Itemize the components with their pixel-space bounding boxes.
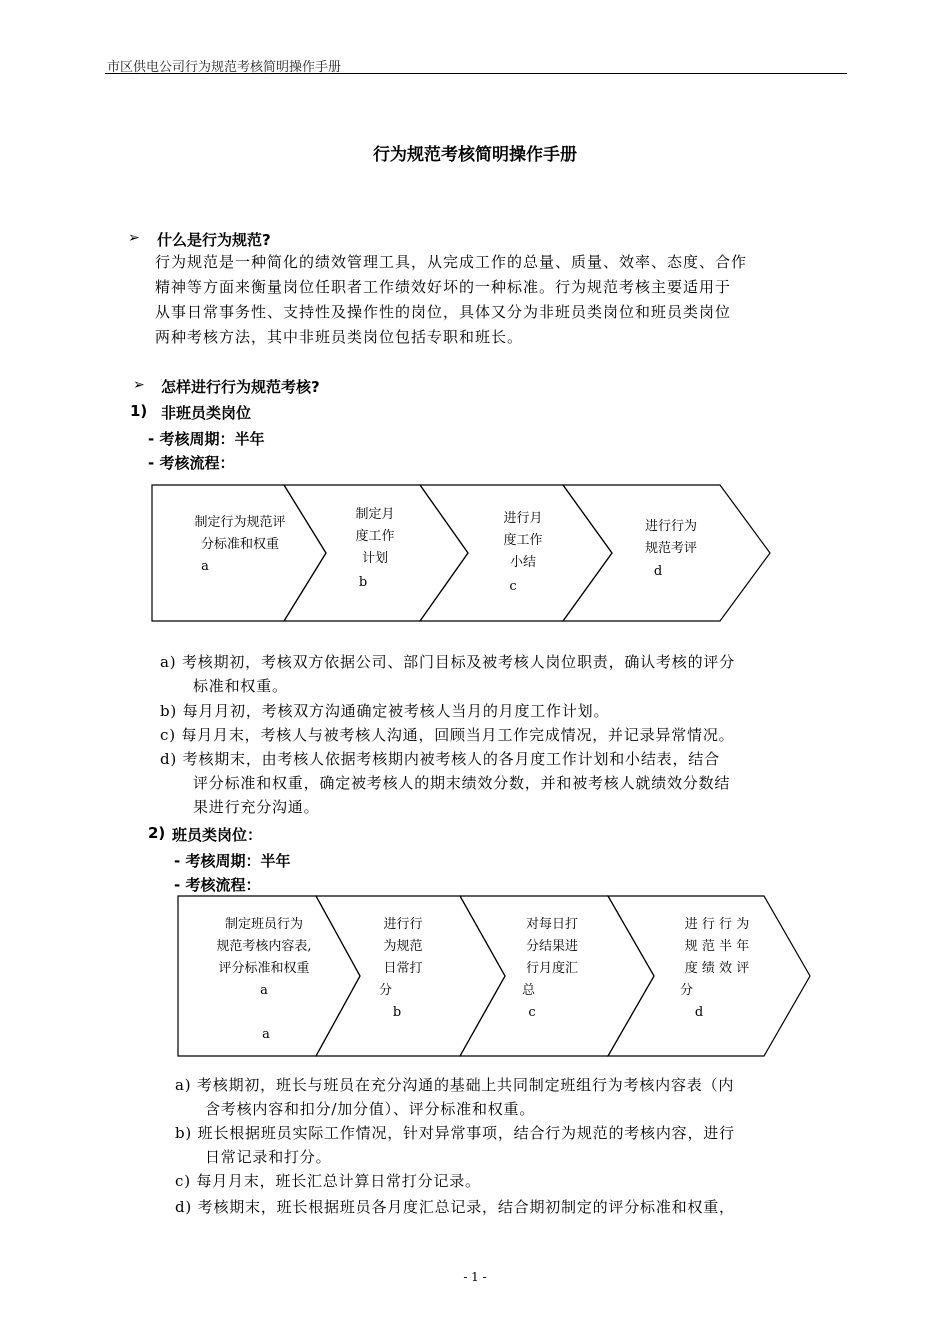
chart1-step-c-tag: c	[509, 579, 517, 594]
paragraph-line: 从事日常事务性、支持性及操作性的岗位，具体又分为非班员类岗位和班员类岗位	[155, 303, 732, 321]
part2-period: - 考核周期：半年	[174, 852, 291, 870]
part2-flow-label: - 考核流程：	[174, 876, 261, 894]
part1-number: 1)	[130, 402, 148, 420]
chart1-step-d-tag: d	[653, 564, 663, 579]
part2-item-b: b) 班长根据班员实际工作情况，针对异常事项，结合行为规范的考核内容，进行 日常记录和打分。	[175, 1124, 735, 1166]
document-title: 行为规范考核简明操作手册	[373, 145, 577, 165]
section1-heading: 什么是行为规范?	[157, 231, 271, 249]
chart2-step-c-tag: c	[528, 1005, 536, 1020]
chart1-step-b-text: 制定月 度工作 计划	[355, 507, 395, 566]
part2-item-a: a) 考核期初，班长与班员在充分沟通的基础上共同制定班组行为考核内容表（内 含考核内容和扣分/加分值）、评分标准和权重。	[175, 1076, 735, 1118]
chart1-step-b-tag: b	[358, 575, 368, 590]
part1-item-b: b) 每月月初，考核双方沟通确定被考核人当月的月度工作计划。	[160, 702, 610, 720]
part2-item-c: c) 每月月末，班长汇总计算日常打分记录。	[175, 1172, 481, 1190]
running-header: 市区供电公司行为规范考核简明操作手册	[107, 60, 342, 75]
part1-title: 非班员类岗位	[161, 404, 252, 422]
chart2-step-a-text: 制定班员行为 规范考核内容表, 评分标准和权重 a	[216, 917, 312, 998]
chart2-step-b-tag: b	[392, 1005, 402, 1020]
paragraph-line: 两种考核方法，其中非班员类岗位包括专职和班长。	[155, 328, 524, 346]
chart2-step-b-text: 进行行 为规范 日常打 分	[379, 917, 423, 998]
bullet-arrow-icon: ➢	[133, 377, 145, 393]
part1-flow-label: - 考核流程：	[148, 454, 235, 472]
chart2-step-d-text: 进 行 行 为 规 范 半 年 度 绩 效 评 分	[680, 917, 750, 998]
part2-title: 班员类岗位：	[172, 826, 263, 844]
part1-item-a: a) 考核期初，考核双方依据公司、部门目标及被考核人岗位职责，确认考核的评分 标准和权重。	[160, 653, 735, 695]
page-number: - 1 -	[463, 1270, 487, 1284]
chart1-step-a-text: 制定行为规范评 分标准和权重	[194, 515, 286, 552]
chart1-step-a-tag: a	[201, 559, 209, 574]
part1-item-d: d) 考核期末，由考核人依据考核期内被考核人的各月度工作计划和小结表，结合 评分标准和权重，确定被考核人的期末绩效分数，并和被考核人就绩效分数结 果进行充分沟通。	[160, 750, 731, 816]
part1-item-c: c) 每月月末，考核人与被考核人沟通，回顾当月工作完成情况，并记录异常情况。	[160, 726, 735, 744]
part2-item-d: d) 考核期末，班长根据班员各月度汇总记录，结合期初制定的评分标准和权重，	[175, 1198, 735, 1216]
chart2-step-d-tag: d	[694, 1005, 704, 1020]
paragraph-line: 行为规范是一种简化的绩效管理工具，从完成工作的总量、质量、效率、态度、合作	[155, 253, 748, 271]
chart2-step-a-extra-tag: a	[262, 1027, 270, 1042]
chart2-step-c-text: 对每日打 分结果进 行月度汇 总	[522, 917, 578, 998]
chart1-step-c-text: 进行月 度工作 小结	[503, 511, 543, 570]
section2-heading: 怎样进行行为规范考核?	[161, 378, 320, 396]
bullet-arrow-icon: ➢	[128, 230, 140, 246]
part2-number: 2)	[148, 824, 166, 842]
part1-period: - 考核周期：半年	[148, 430, 265, 448]
chart1-step-d-text: 进行行为 规范考评	[644, 519, 697, 556]
paragraph-line: 精神等方面来衡量岗位任职者工作绩效好坏的一种标准。行为规范考核主要适用于	[155, 278, 732, 296]
